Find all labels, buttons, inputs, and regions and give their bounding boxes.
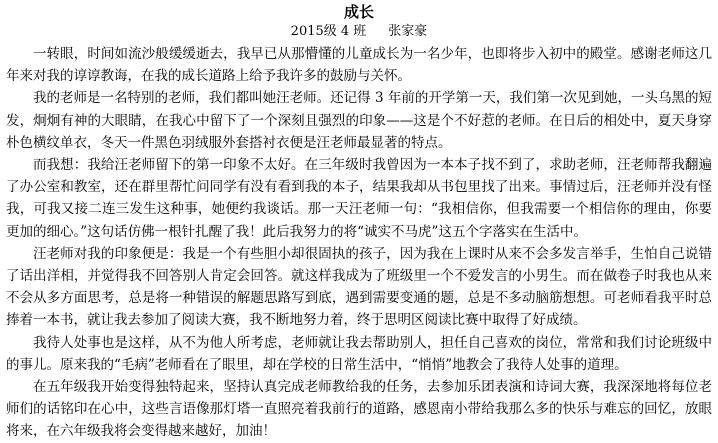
essay-title: 成长	[343, 3, 374, 21]
paragraph-2: 我的老师是一名特别的老师，我们都叫她汪老师。还记得 3 年前的开学第一天，我们第一次见到她，一头乌黑的短发，炯炯有神的大眼睛，在我心中留下了一个深刻且强烈的印象——这是个不好惹的老师。在日后的相处中，夏天身穿朴色横纹单衣，冬天一件黑色羽绒服外套搭衬衣便是汪老师最显著的特点。	[6, 90, 712, 151]
author-name: 张家豪	[388, 24, 428, 39]
class-label: 2015级 4 班	[290, 24, 367, 39]
paragraph-3: 而我想：我给汪老师留下的第一印象不太好。在三年级时我曾因为一本本子找不到了，求助老师，汪老师帮我翻遍了办公室和教室，还在群里帮忙问同学有没有看到我的本子，结果我却从书包里找了出来。事情过后，汪老师并没有怪我，可我又接二连三发生这种事，她便约我谈话。那一天汪老师一句：“我相信你，但我需要一个相信你的理由，你要更加的细心。”这句话仿佛一根针扎醒了我！此后我努力的将“诚实不马虎”这五个字落实在生活中。	[6, 157, 712, 240]
essay-byline	[6, 22, 712, 43]
paragraph-1: 一转眼，时间如流沙般缓缓逝去，我早已从那懵懂的儿童成长为一名少年，也即将步入初中的殿堂。感谢老师这几年来对我的谆谆教诲，在我的成长道路上给予我许多的鼓励与关怀。	[6, 46, 712, 85]
paragraph-4: 汪老师对我的印象便是：我是一个有些胆小却很固执的孩子，因为我在上课时从来不会多发言举手，生怕自己说错了话出洋相，并觉得我不回答别人肯定会回答。就这样我成为了班级里一个不爱发言的小男生。而在做卷子时我也从来不会从多方面思考，总是将一种错误的解题思路写到底，遇到需要变通的题，总是不多动脑筋想想。可老师看我平时总捧着一本书，就让我去参加了阅读大赛，我不断地努力着，终于思明区阅读比赛中取得了好成绩。	[6, 245, 712, 329]
paragraph-5: 我待人处事也是这样，从不为他人所考虑，老师就让我去帮助别人，担任自己喜欢的岗位，常常和我们讨论班级中的事儿。原来我的“毛病”老师看在了眼里，却在学校的日常生活中，“悄悄”地教会了我待人处事的道理。	[6, 334, 712, 373]
paragraph-6: 在五年级我开始变得独特起来，坚持认真完成老师教给我的任务，去参加乐团表演和诗词大赛，我深深地将每位老师们的话铭印在心中，这些言语像那灯塔一直照亮着我前行的道路，感恩南小带给我那么多的快乐与难忘的回忆，放眼将来，在六年级我将会变得越来越好，加油！	[6, 379, 712, 440]
